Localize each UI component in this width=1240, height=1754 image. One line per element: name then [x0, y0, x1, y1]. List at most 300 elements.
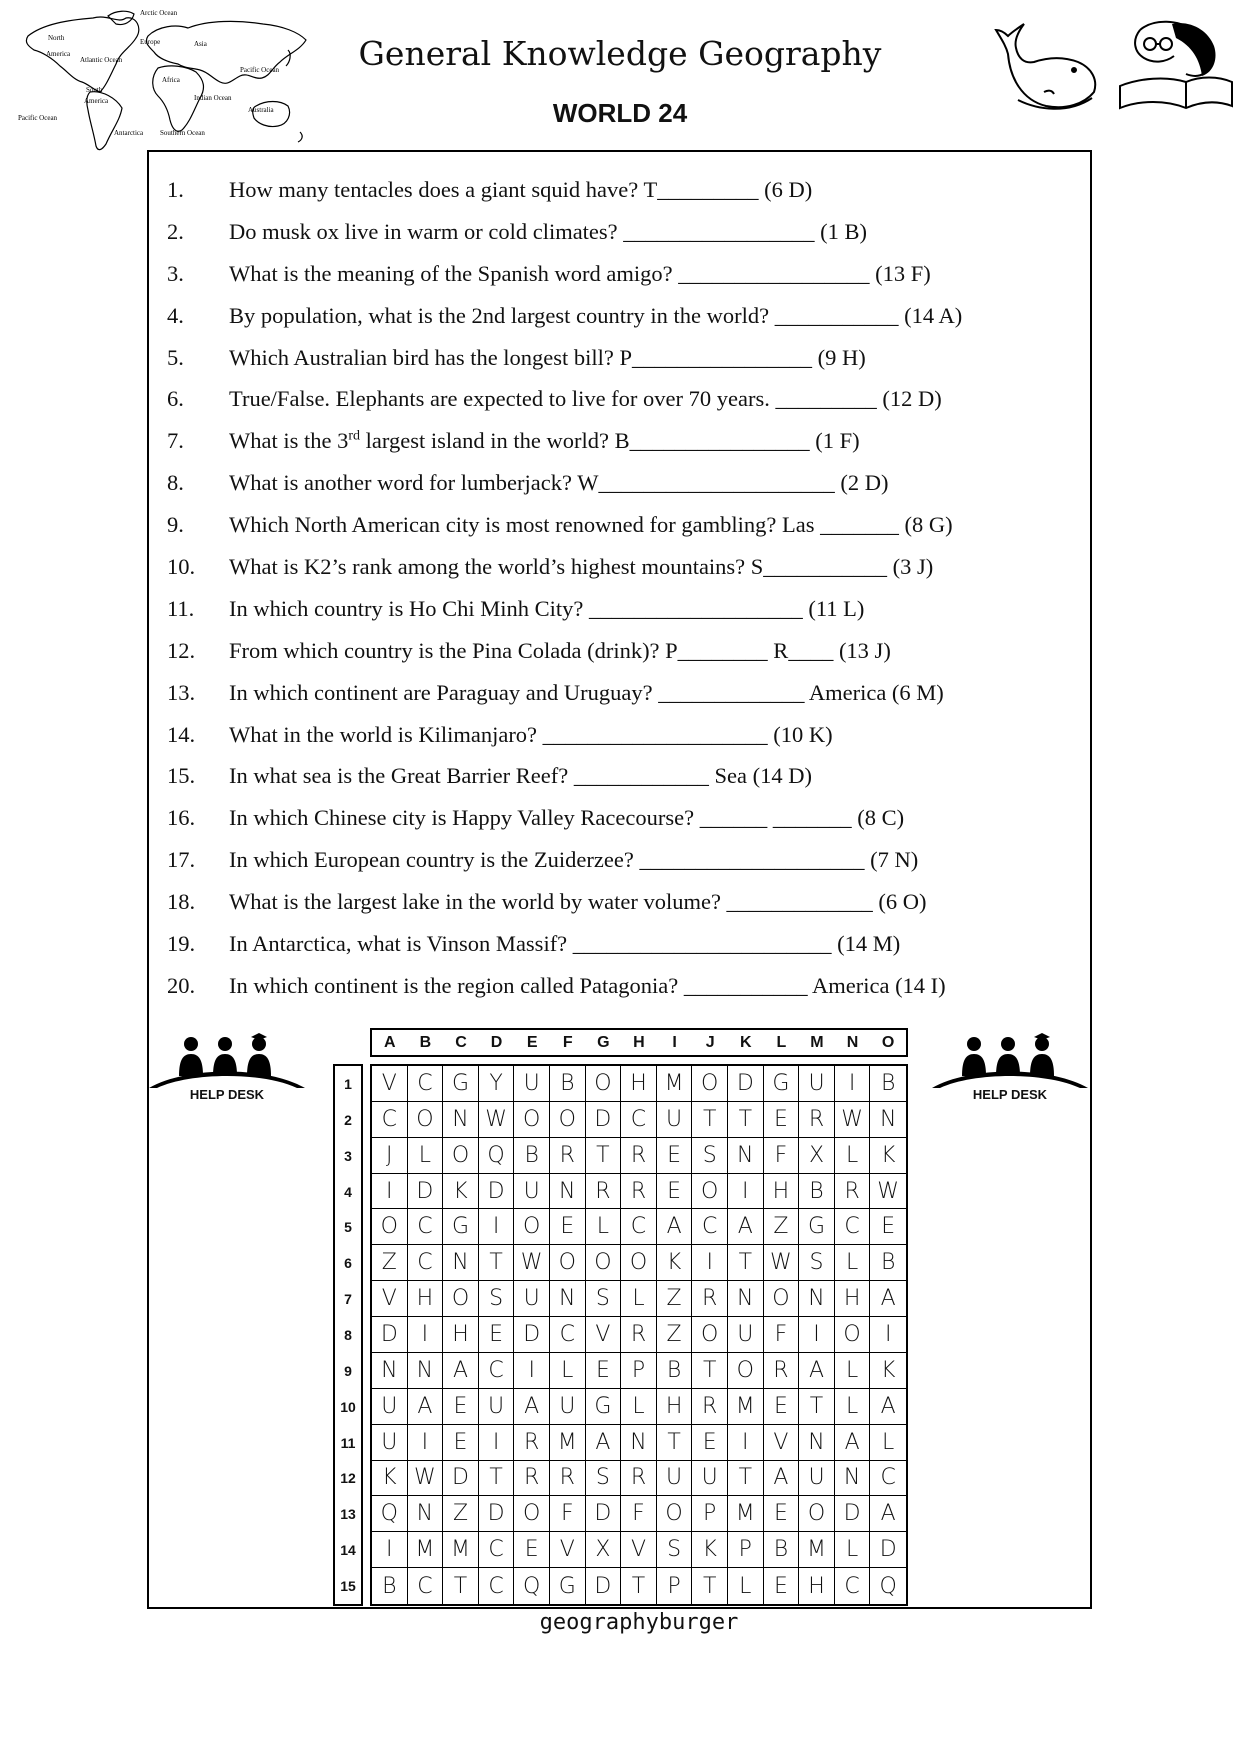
question-number: 18. [167, 889, 196, 915]
grid-cell: M [657, 1066, 693, 1102]
question-text: In which country is Ho Chi Minh City? ___________________ (11 L) [229, 595, 865, 621]
grid-cell: O [586, 1066, 622, 1102]
ordinal-suffix: rd [348, 428, 361, 444]
map-label-europe: Europe [140, 38, 161, 46]
column-header: B [419, 1034, 432, 1051]
grid-cell: U [514, 1281, 550, 1317]
grid-cell: G [550, 1568, 586, 1604]
grid-cell: N [799, 1425, 835, 1461]
question-number: 13. [167, 679, 196, 705]
grid-cell: M [550, 1425, 586, 1461]
grid-cell: I [692, 1245, 728, 1281]
grid-cell: N [443, 1102, 479, 1138]
grid-cell: C [621, 1102, 657, 1138]
question-text: By population, what is the 2nd largest country in the world? ___________ (14 A) [229, 302, 963, 328]
grid-cell: U [692, 1461, 728, 1497]
grid-cell: G [443, 1066, 479, 1102]
grid-cell: N [408, 1496, 444, 1532]
column-header: F [562, 1034, 573, 1051]
grid-cell: R [514, 1425, 550, 1461]
row-header: 6 [344, 1255, 352, 1272]
question-item [165, 462, 1065, 504]
question-number: 11. [167, 595, 195, 621]
map-label-antarctica: Antarctica [114, 129, 144, 137]
grid-cell: I [514, 1353, 550, 1389]
grid-cell: W [408, 1461, 444, 1497]
grid-cell: I [799, 1317, 835, 1353]
reading-man-icon [1110, 16, 1235, 116]
grid-cell: A [443, 1353, 479, 1389]
question-number: 14. [167, 721, 196, 747]
grid-cell: F [764, 1317, 800, 1353]
question-text: What is the meaning of the Spanish word amigo? _________________ (13 F) [229, 260, 931, 286]
grid-cell: L [835, 1138, 871, 1174]
grid-cell: D [372, 1317, 408, 1353]
question-text: Do musk ox live in warm or cold climates? _________________ (1 B) [229, 218, 868, 244]
help-desk-left [147, 1032, 307, 1107]
grid-cell: T [728, 1245, 764, 1281]
grid-cell: N [408, 1353, 444, 1389]
help-desk-label: HELP DESK [972, 1087, 1048, 1102]
row-header: 10 [340, 1398, 356, 1415]
question-item [165, 378, 1065, 420]
column-header: A [384, 1034, 396, 1051]
grid-cell: S [586, 1281, 622, 1317]
grid-cell: Z [372, 1245, 408, 1281]
grid-cell: C [692, 1209, 728, 1245]
grid-cell: Z [657, 1317, 693, 1353]
grid-cell: U [514, 1174, 550, 1210]
grid-cell: M [728, 1496, 764, 1532]
row-header: 12 [340, 1470, 356, 1487]
grid-cell: B [764, 1532, 800, 1568]
grid-cell: L [835, 1389, 871, 1425]
question-item [165, 797, 1065, 839]
map-label-southern: Southern Ocean [160, 129, 205, 137]
grid-cell: R [621, 1317, 657, 1353]
grid-cell: N [550, 1281, 586, 1317]
question-text: Which North American city is most renowned for gambling? Las _______ (8 G) [229, 512, 953, 538]
column-header: H [633, 1034, 645, 1051]
grid-cell: R [621, 1174, 657, 1210]
grid-cell: C [479, 1568, 515, 1604]
column-header: J [705, 1034, 715, 1051]
grid-cell: U [479, 1389, 515, 1425]
grid-cell: R [692, 1281, 728, 1317]
page-title: General Knowledge Geography [358, 34, 882, 73]
grid-cell: O [692, 1317, 728, 1353]
word-search-row-headers [333, 1064, 363, 1606]
grid-cell: B [372, 1568, 408, 1604]
grid-cell: T [799, 1389, 835, 1425]
grid-cell: W [514, 1245, 550, 1281]
map-label-south-america: South [86, 86, 103, 94]
map-label-arctic: Arctic Ocean [140, 9, 178, 17]
question-item [165, 169, 1065, 211]
grid-cell: I [479, 1425, 515, 1461]
grid-cell: C [870, 1461, 906, 1497]
column-header: G [597, 1034, 610, 1051]
grid-cell: L [835, 1245, 871, 1281]
grid-cell: Q [514, 1568, 550, 1604]
grid-cell: C [408, 1066, 444, 1102]
grid-cell: E [443, 1425, 479, 1461]
grid-cell: U [372, 1389, 408, 1425]
question-number: 5. [167, 344, 184, 370]
grid-cell: D [514, 1317, 550, 1353]
grid-cell: O [799, 1496, 835, 1532]
grid-cell: A [870, 1281, 906, 1317]
grid-cell: D [728, 1066, 764, 1102]
grid-cell: O [550, 1102, 586, 1138]
grid-cell: N [799, 1281, 835, 1317]
grid-cell: O [514, 1209, 550, 1245]
grid-cell: D [870, 1532, 906, 1568]
column-header: E [526, 1034, 538, 1051]
grid-cell: D [586, 1102, 622, 1138]
grid-cell: V [372, 1281, 408, 1317]
grid-cell: C [479, 1353, 515, 1389]
question-item [165, 714, 1065, 756]
question-number: 10. [167, 553, 196, 579]
map-label-north-america: North [48, 34, 65, 42]
grid-cell: Q [479, 1138, 515, 1174]
grid-cell: C [408, 1245, 444, 1281]
question-text: In which continent are Paraguay and Uruguay? _____________ America (6 M) [229, 679, 944, 705]
grid-cell: B [799, 1174, 835, 1210]
row-header: 15 [340, 1577, 356, 1594]
grid-cell: E [514, 1532, 550, 1568]
grid-cell: E [550, 1209, 586, 1245]
grid-cell: T [586, 1138, 622, 1174]
row-header: 4 [344, 1183, 352, 1200]
row-header: 9 [344, 1362, 352, 1379]
question-number: 3. [167, 260, 184, 286]
grid-cell: M [799, 1532, 835, 1568]
grid-cell: B [514, 1138, 550, 1174]
grid-cell: O [408, 1102, 444, 1138]
grid-cell: U [799, 1461, 835, 1497]
grid-cell: G [799, 1209, 835, 1245]
grid-cell: E [657, 1174, 693, 1210]
grid-cell: R [799, 1102, 835, 1138]
question-text: Which Australian bird has the longest bill? P________________ (9 H) [229, 344, 866, 370]
grid-cell: K [443, 1174, 479, 1210]
question-text: How many tentacles does a giant squid have? T_________ (6 D) [229, 176, 813, 202]
grid-cell: R [550, 1461, 586, 1497]
grid-cell: T [728, 1102, 764, 1138]
grid-cell: T [443, 1568, 479, 1604]
grid-cell: I [479, 1209, 515, 1245]
grid-cell: W [870, 1174, 906, 1210]
grid-cell: G [764, 1066, 800, 1102]
grid-cell: M [443, 1532, 479, 1568]
question-item [165, 755, 1065, 797]
grid-cell: H [443, 1317, 479, 1353]
help-desk-icon [147, 1032, 307, 1090]
row-header: 5 [344, 1219, 352, 1236]
grid-cell: L [408, 1138, 444, 1174]
grid-cell: O [764, 1281, 800, 1317]
grid-cell: L [835, 1353, 871, 1389]
grid-cell: Q [372, 1496, 408, 1532]
question-text: In Antarctica, what is Vinson Massif? _______________________ (14 M) [229, 930, 901, 956]
grid-cell: T [657, 1425, 693, 1461]
grid-cell: I [408, 1317, 444, 1353]
question-number: 16. [167, 805, 196, 831]
question-text: In which Chinese city is Happy Valley Racecourse? ______ _______ (8 C) [229, 805, 905, 831]
grid-cell: O [657, 1496, 693, 1532]
grid-cell: K [692, 1532, 728, 1568]
grid-cell: I [728, 1174, 764, 1210]
grid-cell: C [835, 1209, 871, 1245]
grid-cell: Q [879, 1573, 897, 1599]
grid-cell: I [728, 1425, 764, 1461]
grid-cell: T [479, 1245, 515, 1281]
column-header: C [455, 1034, 467, 1051]
question-item [165, 546, 1065, 588]
grid-cell: R [514, 1461, 550, 1497]
grid-cell: L [621, 1281, 657, 1317]
question-number: 7. [167, 428, 184, 454]
question-number: 4. [167, 302, 184, 328]
question-number: 8. [167, 470, 184, 496]
grid-cell: H [657, 1389, 693, 1425]
grid-cell: F [764, 1138, 800, 1174]
grid-cell: D [479, 1496, 515, 1532]
help-desk-right [930, 1032, 1090, 1107]
grid-cell: K [870, 1138, 906, 1174]
column-header: N [846, 1034, 859, 1051]
column-header: I [672, 1034, 677, 1051]
grid-cell: C [550, 1317, 586, 1353]
grid-cell: T [479, 1461, 515, 1497]
question-item [165, 630, 1065, 672]
grid-cell: H [764, 1174, 800, 1210]
grid-cell: A [657, 1209, 693, 1245]
grid-cell: H [621, 1066, 657, 1102]
row-header: 11 [340, 1434, 356, 1451]
grid-cell: C [835, 1568, 871, 1604]
grid-cell: W [835, 1102, 871, 1138]
grid-cell: T [728, 1461, 764, 1497]
grid-cell: E [657, 1138, 693, 1174]
grid-cell: N [621, 1425, 657, 1461]
grid-cell: G [443, 1209, 479, 1245]
grid-cell: D [479, 1174, 515, 1210]
grid-cell: A [586, 1425, 622, 1461]
grid-cell: V [550, 1532, 586, 1568]
grid-cell: I [870, 1317, 906, 1353]
grid-cell: E [764, 1568, 800, 1604]
column-header: O [881, 1034, 895, 1051]
question-item [165, 881, 1065, 923]
grid-cell: A [764, 1461, 800, 1497]
grid-cell: M [728, 1389, 764, 1425]
world-map-image [8, 6, 313, 156]
grid-cell: I [835, 1066, 871, 1102]
column-header: D [490, 1034, 503, 1051]
map-label-pacific-left: Pacific Ocean [18, 114, 58, 122]
question-number: 2. [167, 218, 184, 244]
question-number: 20. [167, 972, 196, 998]
grid-cell: R [621, 1461, 657, 1497]
question-number: 15. [167, 763, 196, 789]
grid-cell: T [692, 1102, 728, 1138]
grid-cell: N [728, 1138, 764, 1174]
grid-cell: S [657, 1532, 693, 1568]
grid-cell: N [870, 1102, 906, 1138]
grid-cell: E [692, 1425, 728, 1461]
grid-cell: K [870, 1353, 906, 1389]
grid-cell: U [550, 1389, 586, 1425]
whale-icon [988, 18, 1100, 118]
grid-cell: E [764, 1496, 800, 1532]
grid-cell: O [443, 1281, 479, 1317]
grid-cell: O [692, 1066, 728, 1102]
grid-cell: J [372, 1138, 408, 1174]
grid-cell: S [479, 1281, 515, 1317]
grid-cell: K [657, 1245, 693, 1281]
question-item [165, 588, 1065, 630]
grid-cell: A [870, 1496, 906, 1532]
grid-cell: X [799, 1138, 835, 1174]
grid-cell: B [657, 1353, 693, 1389]
grid-cell: O [372, 1209, 408, 1245]
grid-cell: L [870, 1425, 906, 1461]
grid-cell: O [586, 1245, 622, 1281]
grid-cell: V [372, 1066, 408, 1102]
map-label-south-america-2: America [84, 97, 109, 105]
question-text: In what sea is the Great Barrier Reef? ____________ Sea (14 D) [229, 763, 812, 789]
grid-cell: D [586, 1568, 622, 1604]
footer-brand: geographyburger [539, 1610, 739, 1635]
grid-cell: V [586, 1317, 622, 1353]
map-label-north-america-2: America [46, 50, 71, 58]
question-item [165, 923, 1065, 965]
grid-cell: G [586, 1389, 622, 1425]
grid-cell: U [657, 1461, 693, 1497]
grid-cell: I [372, 1532, 408, 1568]
grid-cell: D [586, 1496, 622, 1532]
grid-cell: U [657, 1102, 693, 1138]
question-item [165, 253, 1065, 295]
row-header: 7 [344, 1291, 352, 1308]
grid-cell: E [764, 1389, 800, 1425]
grid-cell: H [835, 1281, 871, 1317]
grid-cell: D [408, 1174, 444, 1210]
question-item [165, 672, 1065, 714]
grid-cell: A [514, 1389, 550, 1425]
question-number: 1. [167, 176, 184, 202]
question-item [165, 337, 1065, 379]
grid-cell: L [835, 1532, 871, 1568]
grid-cell: O [692, 1174, 728, 1210]
grid-cell: O [443, 1138, 479, 1174]
grid-cell: L [728, 1568, 764, 1604]
grid-cell: F [550, 1496, 586, 1532]
question-text: What in the world is Kilimanjaro? ____________________ (10 K) [229, 721, 833, 747]
grid-cell: O [514, 1102, 550, 1138]
question-number: 19. [167, 930, 196, 956]
grid-cell: P [621, 1353, 657, 1389]
grid-cell: W [764, 1245, 800, 1281]
question-item [165, 965, 1065, 1007]
question-text: What is K2’s rank among the world’s highest mountains? S___________ (3 J) [229, 553, 934, 579]
grid-cell: A [728, 1209, 764, 1245]
row-header: 8 [344, 1326, 352, 1343]
grid-cell: P [692, 1496, 728, 1532]
grid-cell: P [728, 1532, 764, 1568]
grid-cell: X [586, 1532, 622, 1568]
grid-cell: H [799, 1568, 835, 1604]
grid-cell: R [586, 1174, 622, 1210]
grid-cell: D [443, 1461, 479, 1497]
grid-cell: O [621, 1245, 657, 1281]
grid-cell: C [408, 1568, 444, 1604]
map-label-atlantic: Atlantic Ocean [80, 56, 123, 64]
question-list [165, 169, 1065, 1007]
grid-cell: N [443, 1245, 479, 1281]
grid-cell: R [764, 1353, 800, 1389]
row-header: 1 [344, 1075, 352, 1092]
grid-cell: E [870, 1209, 906, 1245]
grid-cell: B [870, 1245, 906, 1281]
grid-cell: U [728, 1317, 764, 1353]
grid-cell: K [372, 1461, 408, 1497]
grid-cell: T [621, 1568, 657, 1604]
grid-cell: Y [479, 1066, 515, 1102]
grid-cell: D [835, 1496, 871, 1532]
question-text: True/False. Elephants are expected to live for over 70 years. _________ (12 D) [229, 386, 942, 412]
grid-cell: C [408, 1209, 444, 1245]
grid-cell: U [514, 1066, 550, 1102]
row-header: 2 [344, 1111, 352, 1128]
grid-cell: W [479, 1102, 515, 1138]
map-label-asia: Asia [194, 40, 207, 48]
grid-cell: C [621, 1209, 657, 1245]
grid-cell: V [764, 1425, 800, 1461]
question-text: What is another word for lumberjack? W_____________________ (2 D) [229, 470, 889, 496]
map-label-pacific-right: Pacific Ocean [240, 66, 280, 74]
question-item [165, 295, 1065, 337]
question-item [165, 211, 1065, 253]
page-subtitle: WORLD 24 [552, 98, 688, 128]
question-text: From which country is the Pina Colada (drink)? P________ R____ (13 J) [229, 637, 891, 663]
grid-cell: P [657, 1568, 693, 1604]
question-text: In which European country is the Zuiderzee? ____________________ (7 N) [229, 847, 919, 873]
grid-cell: T [692, 1568, 728, 1604]
help-desk-label: HELP DESK [189, 1087, 265, 1102]
row-header: 14 [340, 1542, 356, 1559]
question-item [165, 504, 1065, 546]
grid-cell: O [835, 1317, 871, 1353]
grid-cell: A [799, 1353, 835, 1389]
grid-cell: U [799, 1066, 835, 1102]
grid-cell: M [408, 1532, 444, 1568]
grid-cell: B [870, 1066, 906, 1102]
grid-cell: I [372, 1174, 408, 1210]
grid-cell: I [408, 1425, 444, 1461]
grid-cell: R [835, 1174, 871, 1210]
grid-cell: T [692, 1353, 728, 1389]
grid-cell: U [372, 1425, 408, 1461]
grid-cell: E [479, 1317, 515, 1353]
grid-cell: B [550, 1066, 586, 1102]
grid-cell: L [586, 1209, 622, 1245]
map-label-australia: Australia [248, 106, 274, 114]
question-text: What is the largest lake in the world by water volume? _____________ (6 O) [229, 889, 927, 915]
